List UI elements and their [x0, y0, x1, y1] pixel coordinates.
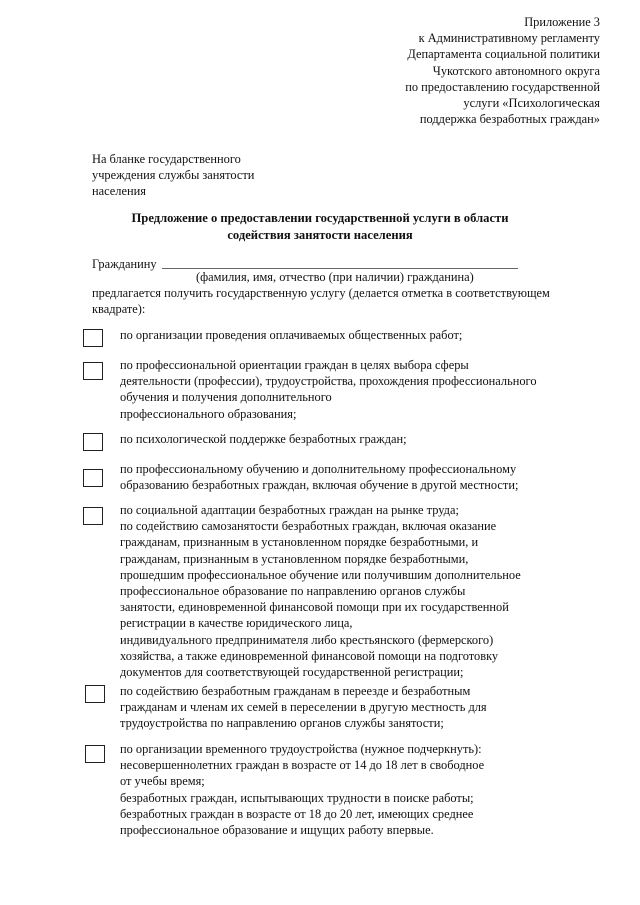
document-title: [0, 210, 640, 243]
option-line: гражданам и членам их семей в переселении в другую местность для: [120, 700, 487, 715]
option-line: занятости, единовременной финансовой помощи при их государственной: [120, 600, 509, 615]
option-text-3: [120, 431, 590, 447]
option-text-6: [120, 683, 590, 732]
option-line: по профессиональному обучению и дополнительному профессиональному: [120, 462, 517, 476]
appendix-line: по предоставлению государственной: [405, 79, 600, 94]
option-text-1: [120, 327, 590, 343]
letterhead-note: [92, 151, 254, 200]
appendix-line: Чукотского автономного округа: [432, 63, 600, 78]
option-line: образованию безработных граждан, включая обучение в другой местности;: [120, 478, 519, 493]
option-line: по содействию безработным гражданам в переезде и безработным: [120, 684, 471, 698]
option-line: регистрации в качестве юридического лица,: [120, 616, 353, 631]
option-checkbox-6[interactable]: [85, 685, 105, 703]
citizen-label: Гражданину: [92, 257, 157, 271]
appendix-line: к Административному регламенту: [418, 31, 600, 46]
option-checkbox-1[interactable]: [83, 329, 103, 347]
option-line: гражданам, признанным в установленном порядке безработными,: [120, 551, 469, 566]
appendix-header: [405, 14, 600, 127]
letterhead-line: На бланке государственного: [92, 152, 241, 166]
option-line: по профессиональной ориентации граждан в целях выбора сферы: [120, 358, 469, 372]
option-line: индивидуального предпринимателя либо крестьянского (фермерского): [120, 632, 494, 647]
letterhead-line: учреждения службы занятости: [92, 168, 255, 183]
option-line: профессиональное образование по направлению органов службы: [120, 584, 466, 599]
option-checkbox-7[interactable]: [85, 745, 105, 763]
title-line-2: содействия занятости населения: [227, 227, 413, 242]
appendix-line: поддержка безработных граждан»: [419, 112, 600, 127]
option-line: трудоустройства по направлению органов службы занятости;: [120, 716, 444, 731]
citizen-name-hint: (фамилия, имя, отчество (при наличии) гражданина): [196, 270, 474, 284]
option-checkbox-4[interactable]: [83, 469, 103, 487]
option-text-7: [120, 741, 590, 838]
option-line: обучения и получения дополнительного: [120, 390, 332, 405]
option-checkbox-2[interactable]: [83, 362, 103, 380]
appendix-line: услуги «Психологическая: [463, 96, 600, 111]
option-checkbox-5[interactable]: [83, 507, 103, 525]
option-text-4: [120, 461, 590, 493]
option-line: по содействию самозанятости безработных граждан, включая оказание: [120, 519, 497, 534]
option-line: от учебы время;: [120, 774, 205, 789]
letterhead-line: населения: [92, 184, 146, 199]
option-line: безработных граждан в возрасте от 18 до 20 лет, имеющих среднее: [120, 806, 474, 821]
option-line: деятельности (профессии), трудоустройства, прохождения профессионального: [120, 374, 537, 389]
option-line: по психологической поддержке безработных граждан;: [120, 432, 407, 446]
title-line-1: Предложение о предоставлении государственной услуги в области: [131, 211, 509, 225]
option-line: профессионального образования;: [120, 406, 297, 421]
option-text-5: [120, 502, 590, 680]
appendix-line: Департамента социальной политики: [407, 47, 600, 62]
option-line: хозяйства, а также единовременной финансовой помощи на подготовку: [120, 648, 499, 663]
option-line: гражданам, признанным в установленном порядке безработными, и: [120, 535, 479, 550]
option-checkbox-3[interactable]: [83, 433, 103, 451]
option-line: несовершеннолетних граждан в возрасте от 14 до 18 лет в свободное: [120, 758, 485, 773]
intro-text: предлагается получить государственную услугу (делается отметка в соответствующем квадрате):: [92, 286, 550, 317]
appendix-line: Приложение 3: [524, 15, 600, 29]
option-text-2: [120, 357, 590, 422]
option-line: безработных граждан, испытывающих трудности в поиске работы;: [120, 790, 474, 805]
option-line: по организации проведения оплачиваемых общественных работ;: [120, 328, 463, 342]
option-line: прошедшим профессиональное обучение или получившим дополнительное: [120, 567, 521, 582]
option-line: документов для соответствующей государственной регистрации;: [120, 665, 464, 680]
option-line: профессиональное образование и ищущих работу впервые.: [120, 823, 434, 838]
option-line: по организации временного трудоустройства (нужное подчеркнуть):: [120, 742, 482, 756]
option-line: по социальной адаптации безработных граждан на рынке труда;: [120, 503, 459, 517]
